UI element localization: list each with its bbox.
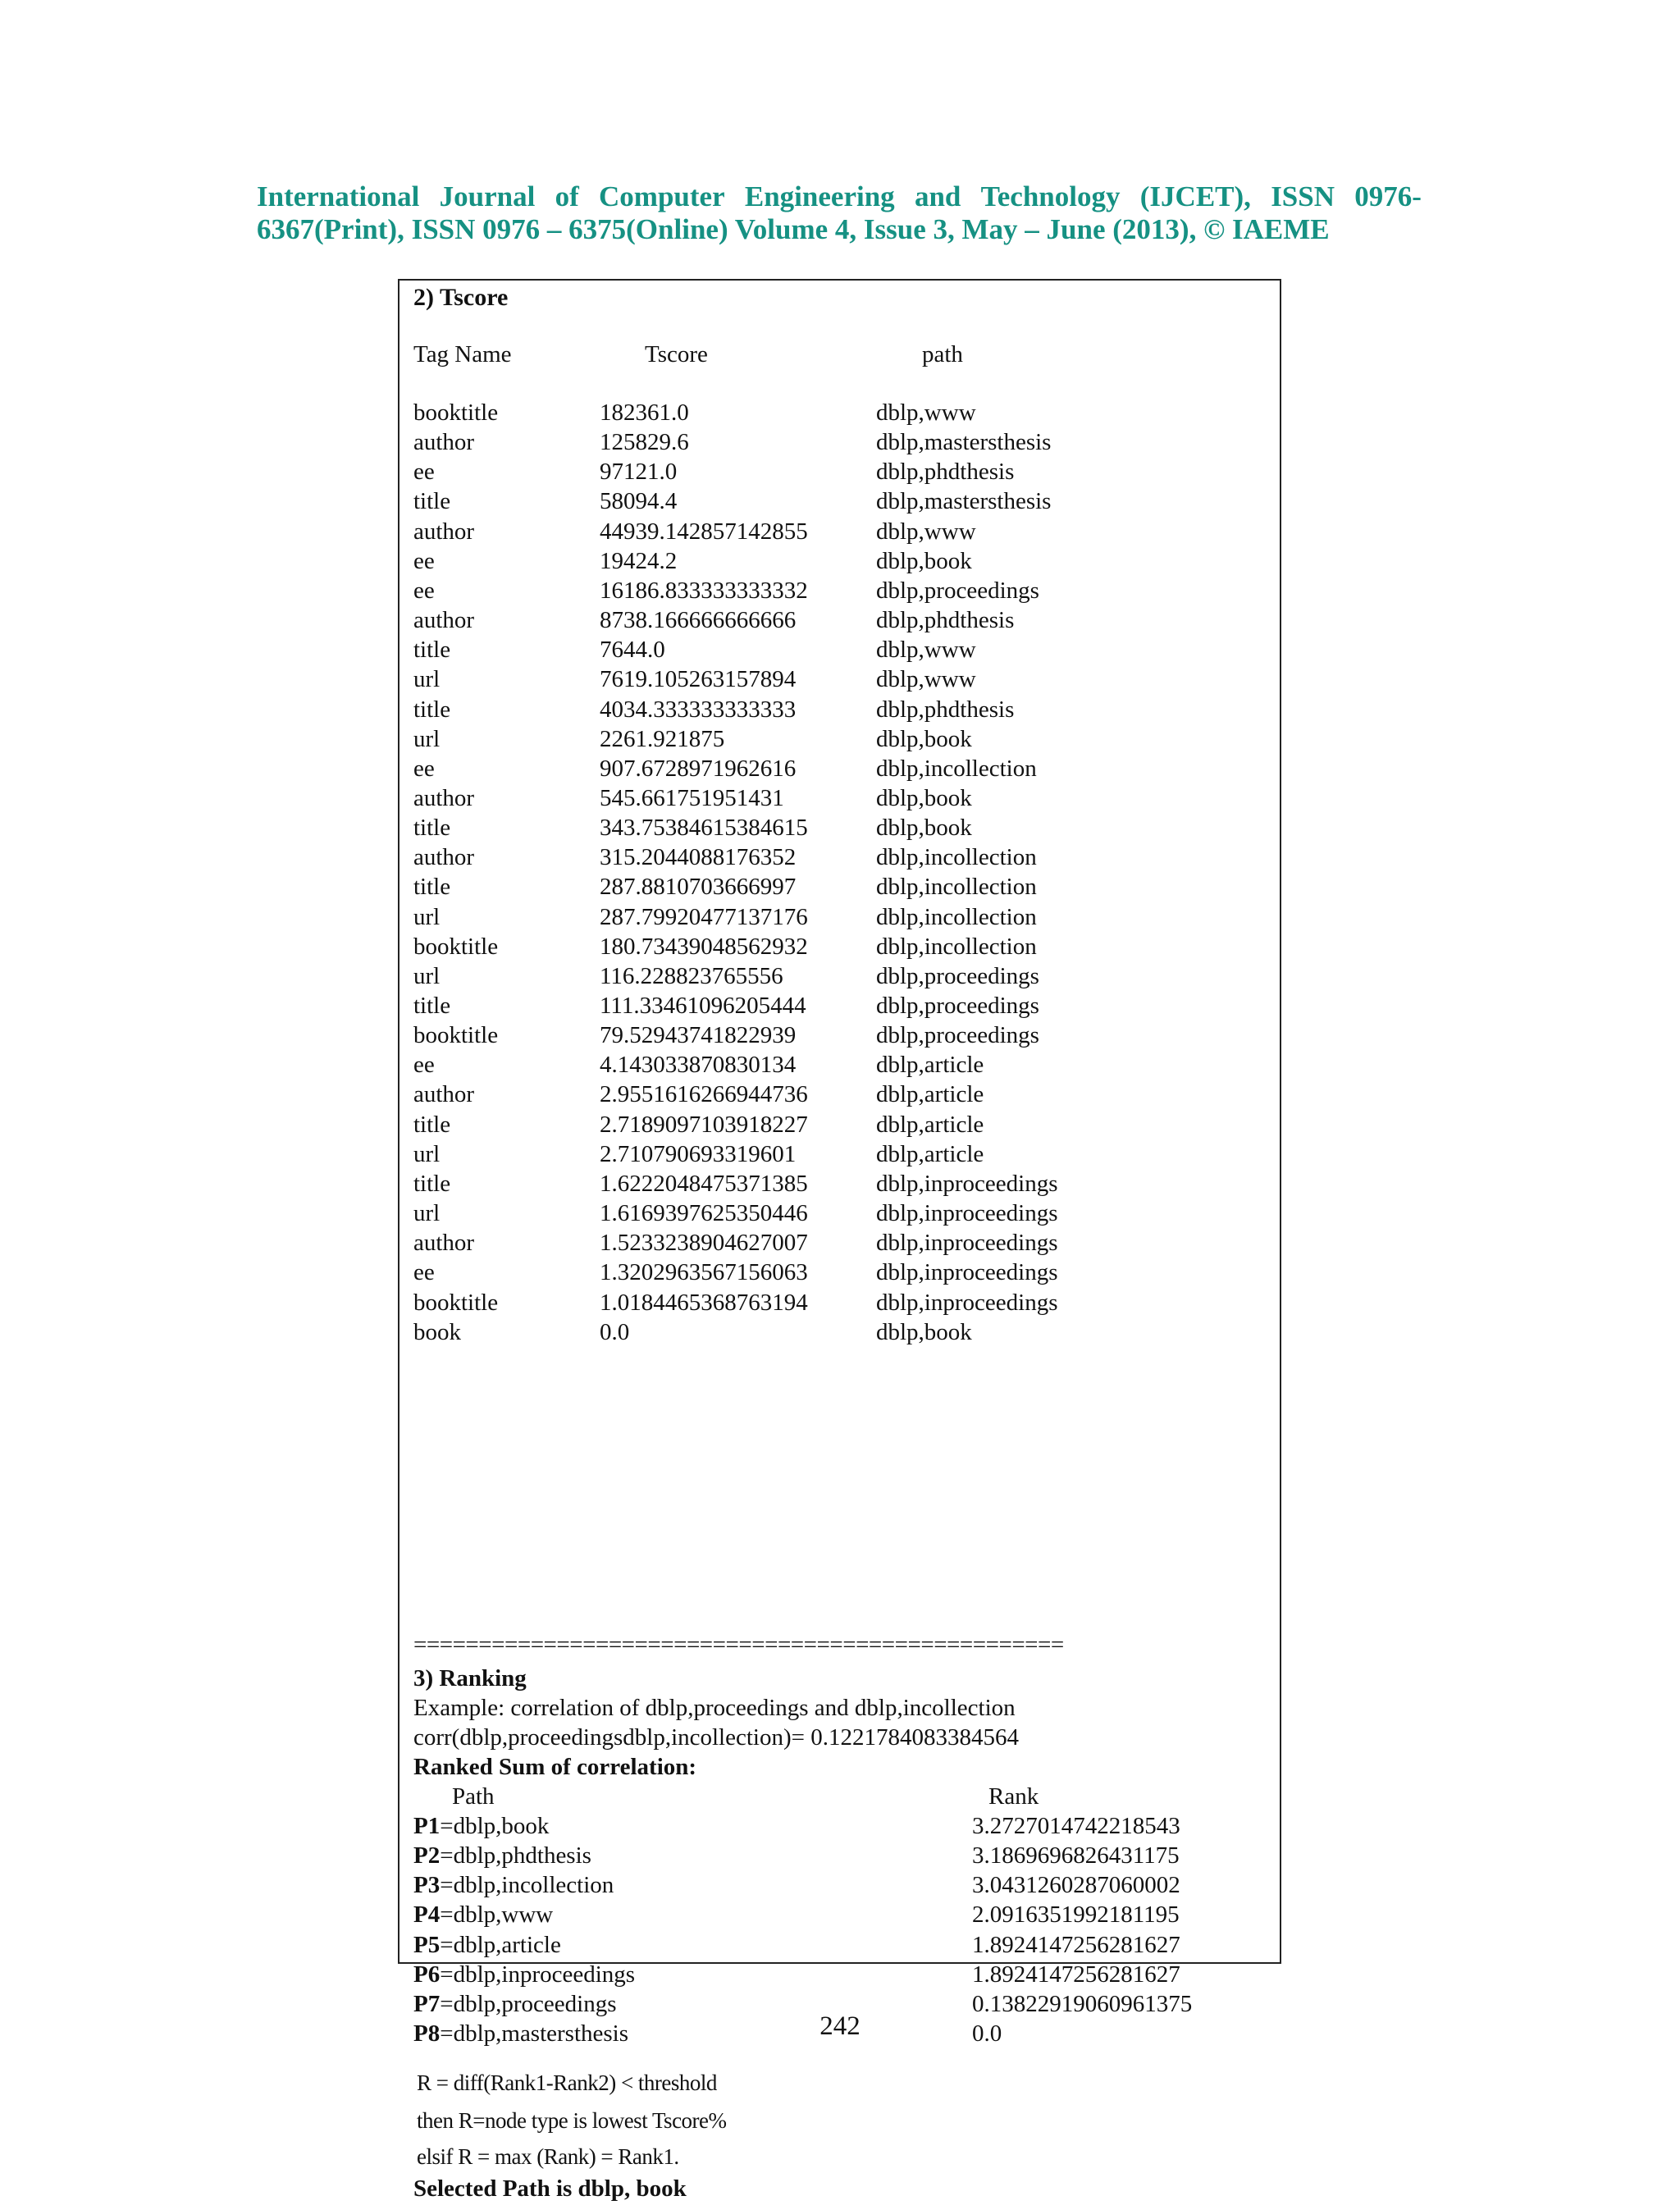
path-cell: dblp,book [876,815,972,842]
journal-header [257,180,1422,246]
path-label: P4 [413,1901,441,1929]
tscore-cell: 1.6222048475371385 [600,1170,808,1197]
rank-cell: 0.0 [972,2020,1002,2048]
formula-lowest-tscore: then R=node type is lowest Tscore% [417,2108,727,2133]
tag-name-cell: booktitle [413,933,499,960]
tag-name-cell: title [413,637,451,664]
tscore-cell: 16186.833333333332 [600,577,808,604]
formula-max-rank: elsif R = max (Rank) = Rank1. [417,2144,679,2169]
path-cell: dblp,article [876,1081,984,1108]
rank-cell: 3.1869696826431175 [972,1842,1180,1869]
table-row [413,488,1271,518]
path-cell: dblp,proceedings [876,962,1039,989]
tag-name-cell: booktitle [413,1022,499,1049]
path-cell: dblp,book [876,784,972,811]
tag-name-cell: url [413,903,441,930]
tscore-cell: 315.2044088176352 [600,844,797,871]
header-line-1 [257,180,1422,213]
tag-name-cell: title [413,696,451,723]
path-value: =dblp,inproceedings [440,1961,636,1988]
tag-name-cell: url [413,725,441,752]
header-word: Engineering [744,180,895,212]
tscore-cell: 2.710790693319601 [600,1140,797,1167]
path-cell [413,1932,561,1959]
tscore-cell: 1.5233238904627007 [600,1230,808,1257]
tag-name-cell: title [413,815,451,842]
tag-name-cell: author [413,1081,475,1108]
path-cell [413,1872,614,1899]
tag-name-cell: ee [413,1259,435,1286]
header-word: Computer [599,180,725,212]
path-cell: dblp,www [876,666,976,693]
path-cell: dblp,inproceedings [876,1230,1058,1257]
table-row [413,1230,1271,1259]
tag-name-cell: author [413,518,475,545]
ranking-row [413,1901,1271,1931]
tscore-cell: 182361.0 [600,399,689,426]
tscore-cell: 2261.921875 [600,725,725,752]
path-label: P8 [413,2020,441,2048]
header-word: of [555,180,579,212]
table-row [413,1081,1271,1111]
table-row [413,1022,1271,1052]
table-row [413,815,1271,844]
path-cell: dblp,proceedings [876,1022,1039,1049]
tag-name-cell: url [413,962,441,989]
tscore-column-headers [413,341,1271,371]
table-row [413,459,1271,488]
ranking-section-title: 3) Ranking [413,1665,527,1691]
path-column-header: Path [452,1783,495,1810]
tag-name-cell: title [413,1111,451,1138]
path-cell: dblp,inproceedings [876,1200,1058,1227]
tscore-cell: 19424.2 [600,547,678,574]
tscore-section-title: 2) Tscore [413,284,509,311]
tscore-cell: 1.0184465368763194 [600,1289,808,1316]
path-cell: dblp,incollection [876,903,1037,930]
rank-cell: 3.0431260287060002 [972,1872,1180,1899]
ranking-column-headers [413,1783,1271,1813]
path-cell [413,1842,591,1869]
tscore-header: Tscore [645,341,708,368]
path-label: P5 [413,1931,441,1958]
tscore-cell: 79.52943741822939 [600,1022,797,1049]
header-word: Journal [439,180,536,212]
path-value: =dblp,mastersthesis [440,2020,629,2048]
path-label: P1 [413,1813,441,1839]
table-row [413,1112,1271,1141]
table-row [413,1171,1271,1200]
tag-name-cell: author [413,844,475,871]
tag-name-cell: author [413,784,475,811]
path-cell: dblp,article [876,1111,984,1138]
path-label: P6 [413,1961,441,1988]
formula-threshold: R = diff(Rank1-Rank2) < threshold [417,2070,717,2095]
table-row [413,904,1271,934]
path-cell: dblp,incollection [876,844,1037,871]
tscore-cell: 287.8810703666997 [600,874,797,901]
tag-name-cell: url [413,666,441,693]
path-cell: dblp,incollection [876,933,1037,960]
tag-name-cell: booktitle [413,399,499,426]
rank-cell: 3.2727014742218543 [972,1813,1180,1839]
tag-name-cell: ee [413,459,435,486]
path-cell: dblp,book [876,1318,972,1345]
tscore-cell: 1.6169397625350446 [600,1200,808,1227]
rank-cell: 1.8924147256281627 [972,1931,1180,1958]
tag-name-cell: ee [413,577,435,604]
tag-name-cell: title [413,993,451,1019]
tscore-cell: 0.0 [600,1318,630,1345]
path-cell: dblp,mastersthesis [876,488,1052,515]
selected-path: Selected Path is dblp, book [413,2175,687,2202]
table-row [413,726,1271,756]
path-cell: dblp,book [876,725,972,752]
path-cell: dblp,mastersthesis [876,429,1052,456]
ranking-row [413,1813,1271,1842]
tscore-cell: 1.3202963567156063 [600,1259,808,1286]
tag-name-cell: title [413,874,451,901]
table-row [413,934,1271,963]
tag-name-cell: book [413,1318,461,1345]
tag-name-cell: author [413,607,475,634]
tag-name-cell: url [413,1200,441,1227]
header-word: 0976- [1354,180,1422,212]
tag-name-header: Tag Name [413,341,512,368]
header-word: International [257,180,420,212]
table-row [413,548,1271,578]
header-line-2: 6367(Print), ISSN 0976 – 6375(Online) Volume 4, Issue 3, May – June (2013), © IAEME [257,213,1330,245]
tscore-cell: 125829.6 [600,429,689,456]
path-cell: dblp,proceedings [876,577,1039,604]
path-value: =dblp,incollection [440,1872,614,1899]
tscore-cell: 907.6728971962616 [600,755,797,782]
tscore-cell: 287.79920477137176 [600,903,808,930]
table-row [413,518,1271,548]
header-word: ISSN [1271,180,1335,212]
separator-line: ================================================== [413,1632,1064,1658]
tscore-cell: 545.661751951431 [600,784,784,811]
header-word: (IJCET), [1139,180,1251,212]
table-row [413,993,1271,1022]
tscore-cell: 2.9551616266944736 [600,1081,808,1108]
path-cell: dblp,phdthesis [876,696,1015,723]
path-cell [413,1961,635,1988]
path-cell: dblp,inproceedings [876,1170,1058,1197]
table-row [413,637,1271,666]
header-word: Technology [980,180,1121,212]
tscore-cell: 111.33461096205444 [600,993,806,1019]
table-row [413,1290,1271,1319]
table-row [413,696,1271,726]
table-row [413,756,1271,785]
path-header: path [922,341,963,368]
tscore-cell: 44939.142857142855 [600,518,808,545]
path-value: =dblp,book [440,1813,550,1839]
tag-name-cell: ee [413,1052,435,1079]
table-row [413,963,1271,993]
path-value: =dblp,www [440,1901,554,1929]
path-cell: dblp,inproceedings [876,1259,1058,1286]
path-cell [413,1901,553,1929]
ranking-row [413,1932,1271,1961]
tag-name-cell: author [413,429,475,456]
table-row [413,666,1271,696]
table-row [413,578,1271,607]
path-label: P2 [413,1842,441,1869]
tag-name-cell: ee [413,547,435,574]
tscore-cell: 2.7189097103918227 [600,1111,808,1138]
tscore-cell: 343.75384615384615 [600,815,808,842]
path-cell: dblp,www [876,518,976,545]
tscore-cell: 58094.4 [600,488,678,515]
path-cell: dblp,article [876,1052,984,1079]
tscore-cell: 4.143033870830134 [600,1052,797,1079]
rank-cell: 0.13822919060961375 [972,1990,1193,2017]
tag-name-cell: author [413,1230,475,1257]
header-word: and [914,180,961,212]
ranking-row [413,1961,1271,1991]
rank-cell: 2.0916351992181195 [972,1901,1180,1929]
ranking-row [413,1872,1271,1901]
tscore-cell: 8738.166666666666 [600,607,797,634]
table-row [413,874,1271,903]
tscore-cell: 97121.0 [600,459,678,486]
page-number: 242 [819,2011,861,2041]
path-cell [413,1813,549,1840]
path-cell: dblp,article [876,1140,984,1167]
path-cell: dblp,inproceedings [876,1289,1058,1316]
ranking-row [413,1842,1271,1872]
table-row [413,607,1271,637]
table-row [413,429,1271,459]
path-value: =dblp,proceedings [440,1990,617,2017]
path-cell: dblp,phdthesis [876,459,1015,486]
table-row [413,1259,1271,1289]
path-label: P3 [413,1872,441,1899]
tag-name-cell: url [413,1140,441,1167]
path-value: =dblp,phdthesis [440,1842,591,1869]
table-row [413,1141,1271,1171]
table-row [413,1319,1271,1349]
table-row [413,399,1271,429]
path-cell: dblp,www [876,399,976,426]
tscore-cell: 180.73439048562932 [600,933,808,960]
path-label: P7 [413,1990,441,2017]
tag-name-cell: ee [413,755,435,782]
tscore-cell: 7619.105263157894 [600,666,797,693]
ranked-sum-title: Ranked Sum of correlation: [413,1754,697,1780]
rank-cell: 1.8924147256281627 [972,1961,1180,1988]
table-row [413,785,1271,815]
correlation-value: corr(dblp,proceedingsdblp,incollection)= 0.1221784083384564 [413,1724,1019,1751]
path-cell: dblp,incollection [876,755,1037,782]
table-row [413,844,1271,874]
tag-name-cell: title [413,488,451,515]
tag-name-cell: title [413,1170,451,1197]
path-cell: dblp,book [876,547,972,574]
ranking-example: Example: correlation of dblp,proceedings and dblp,incollection [413,1695,1016,1721]
rank-column-header: Rank [988,1783,1039,1810]
tscore-cell: 4034.333333333333 [600,696,797,723]
path-cell: dblp,www [876,637,976,664]
path-cell: dblp,proceedings [876,993,1039,1019]
tscore-cell: 7644.0 [600,637,665,664]
tag-name-cell: booktitle [413,1289,499,1316]
path-value: =dblp,article [440,1931,561,1958]
path-cell: dblp,incollection [876,874,1037,901]
table-row [413,1200,1271,1230]
table-row [413,1052,1271,1081]
path-cell: dblp,phdthesis [876,607,1015,634]
content-box [398,279,1281,2202]
tscore-cell: 116.228823765556 [600,962,783,989]
